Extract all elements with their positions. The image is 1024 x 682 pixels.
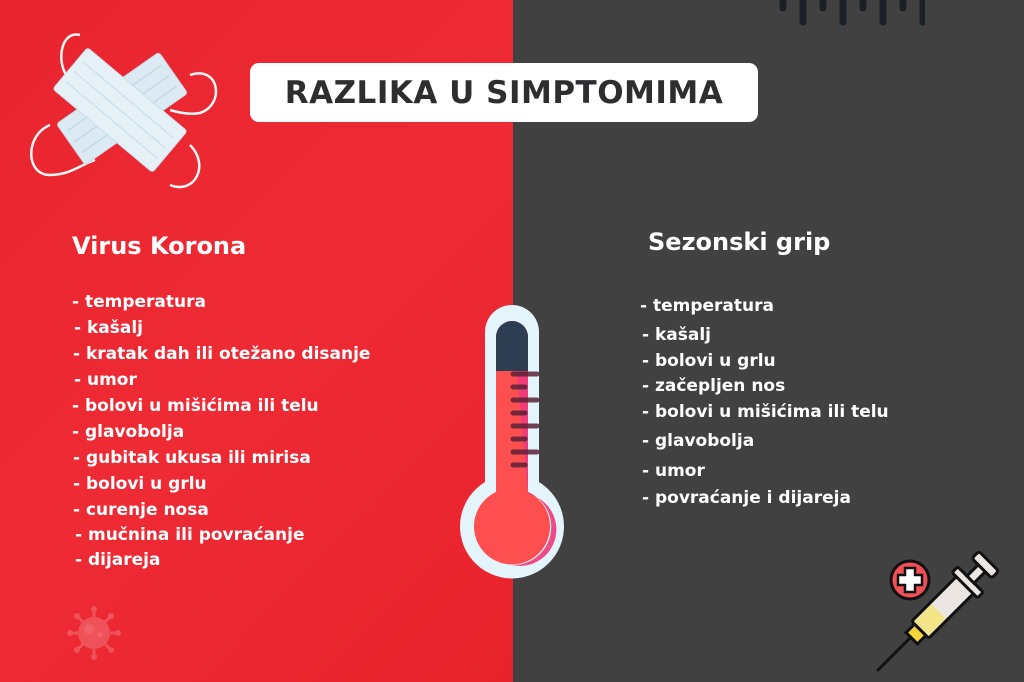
list-item: - začepljen nos bbox=[642, 376, 786, 396]
list-item: - bolovi u mišićima ili telu bbox=[72, 396, 319, 416]
flu-heading: Sezonski grip bbox=[648, 228, 831, 256]
list-item: - gubitak ukusa ili mirisa bbox=[73, 448, 311, 468]
page-title: RAZLIKA U SIMPTOMIMA bbox=[284, 74, 724, 111]
syringe-icon bbox=[870, 535, 1010, 675]
thermometer-icon bbox=[455, 297, 570, 582]
list-item: - bolovi u grlu bbox=[73, 474, 207, 494]
list-item: - glavobolja bbox=[642, 431, 755, 451]
list-item: - kašalj bbox=[642, 325, 711, 345]
list-item: - dijareja bbox=[75, 550, 161, 570]
list-item: - curenje nosa bbox=[73, 500, 209, 520]
virus-icon bbox=[66, 605, 122, 661]
title-banner bbox=[250, 63, 758, 122]
list-item: - glavobolja bbox=[72, 422, 185, 442]
list-item: - bolovi u mišićima ili telu bbox=[642, 402, 889, 422]
list-item: - temperatura bbox=[72, 292, 206, 312]
list-item: - povraćanje i dijareja bbox=[642, 488, 851, 508]
face-masks-icon bbox=[20, 25, 220, 195]
list-item: - temperatura bbox=[640, 296, 774, 316]
corona-heading: Virus Korona bbox=[72, 232, 247, 260]
ruler-marks-decoration bbox=[775, 0, 925, 26]
list-item: - mučnina ili povraćanje bbox=[75, 525, 305, 545]
list-item: - kašalj bbox=[74, 318, 143, 338]
list-item: - kratak dah ili otežano disanje bbox=[73, 344, 371, 364]
list-item: - bolovi u grlu bbox=[642, 351, 776, 371]
list-item: - umor bbox=[642, 461, 705, 481]
list-item: - umor bbox=[74, 370, 137, 390]
